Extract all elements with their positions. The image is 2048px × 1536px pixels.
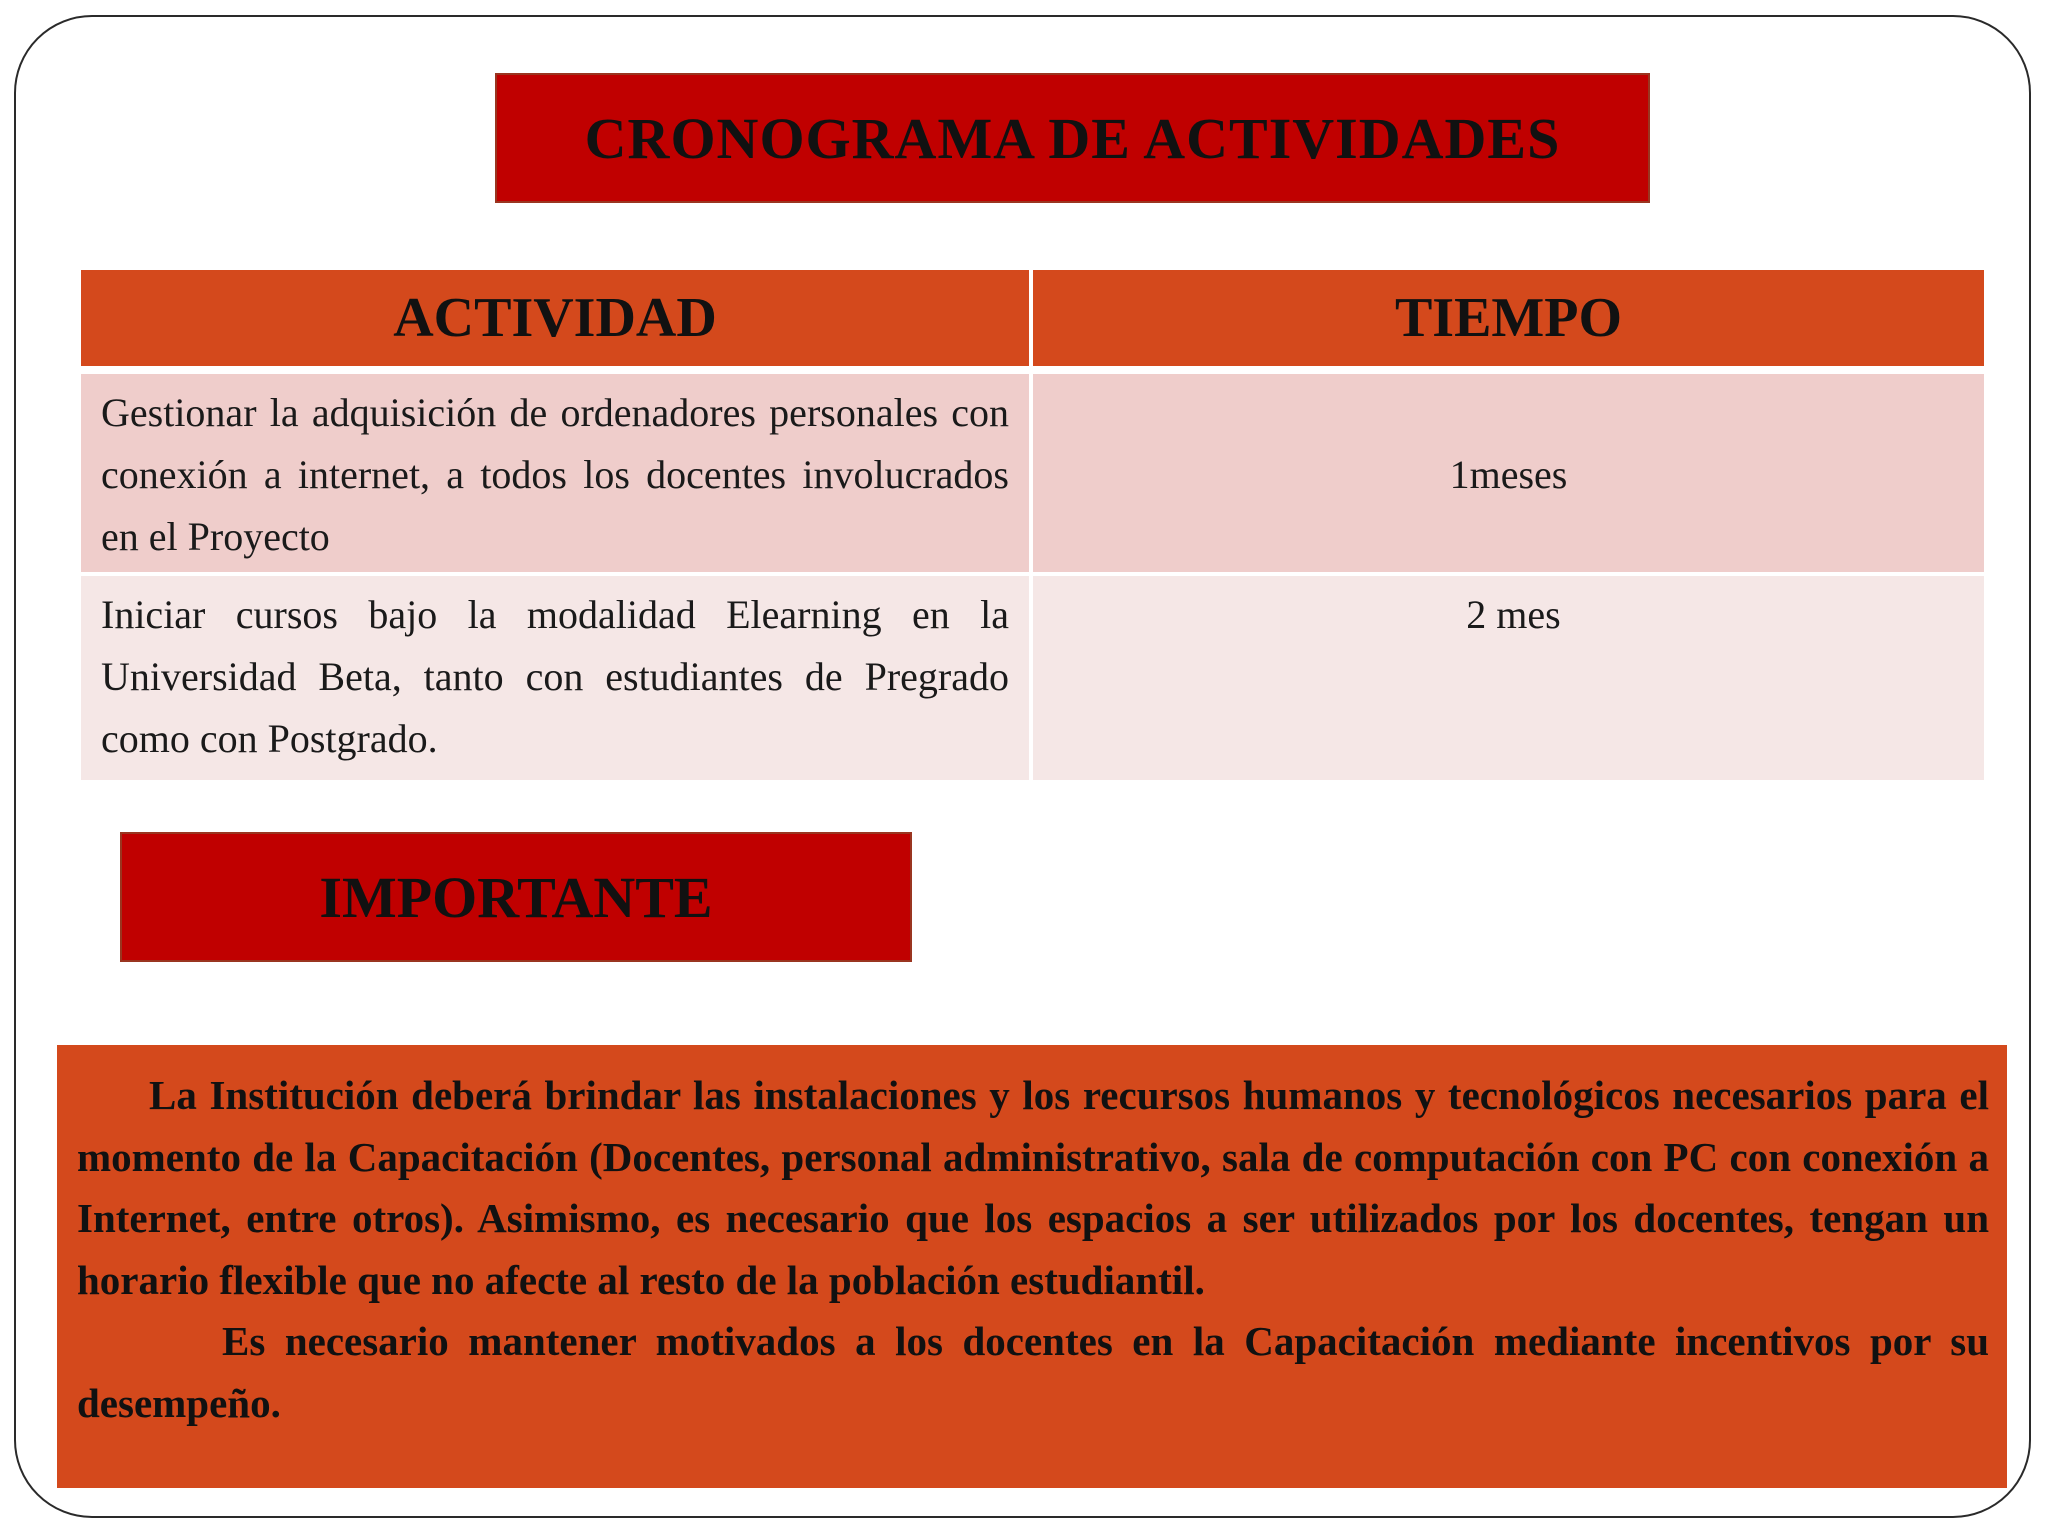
slide-title: [495, 73, 1650, 203]
important-note: [57, 1045, 2007, 1488]
note-paragraph-2: Es necesario mantener motivados a los docentes en la Capacitación mediante incentivos por su desempeño.: [77, 1318, 1989, 1426]
note-paragraph-1: La Institución deberá brindar las instalaciones y los recursos humanos y tecnológicos necesarios para el momento de la Capacitación (Docentes, personal administrativo, sala de computación con PC con conexión a Internet, entre otros). Asimismo, es necesario que los espacios a ser utilizados por los docentes, tengan un horario flexible que no afecte al resto de la población estudiantil.: [77, 1072, 1989, 1303]
table-row-1-tiempo-cell: [1033, 374, 1984, 572]
table-row-2-tiempo-cell: [1033, 576, 1984, 780]
table-row-1-actividad: Gestionar la adquisición de ordenadores personales con conexión a internet, a todos los docentes involucrados en el Proyecto: [81, 374, 1029, 572]
important-heading-text: IMPORTANTE: [319, 864, 713, 930]
schedule-table: [81, 270, 1984, 780]
header-tiempo: TIEMPO: [1033, 270, 1984, 366]
header-actividad: ACTIVIDAD: [81, 270, 1029, 366]
table-row-1-tiempo: 1meses: [1449, 452, 1568, 497]
table-row-2-actividad: Iniciar cursos bajo la modalidad Elearning en la Universidad Beta, tanto con estudiantes de Pregrado como con Postgrado.: [81, 576, 1029, 780]
slide-title-text: CRONOGRAMA DE ACTIVIDADES: [584, 105, 1561, 171]
important-heading: [120, 832, 912, 962]
table-row-2-tiempo: 2 mes: [1466, 592, 1561, 637]
